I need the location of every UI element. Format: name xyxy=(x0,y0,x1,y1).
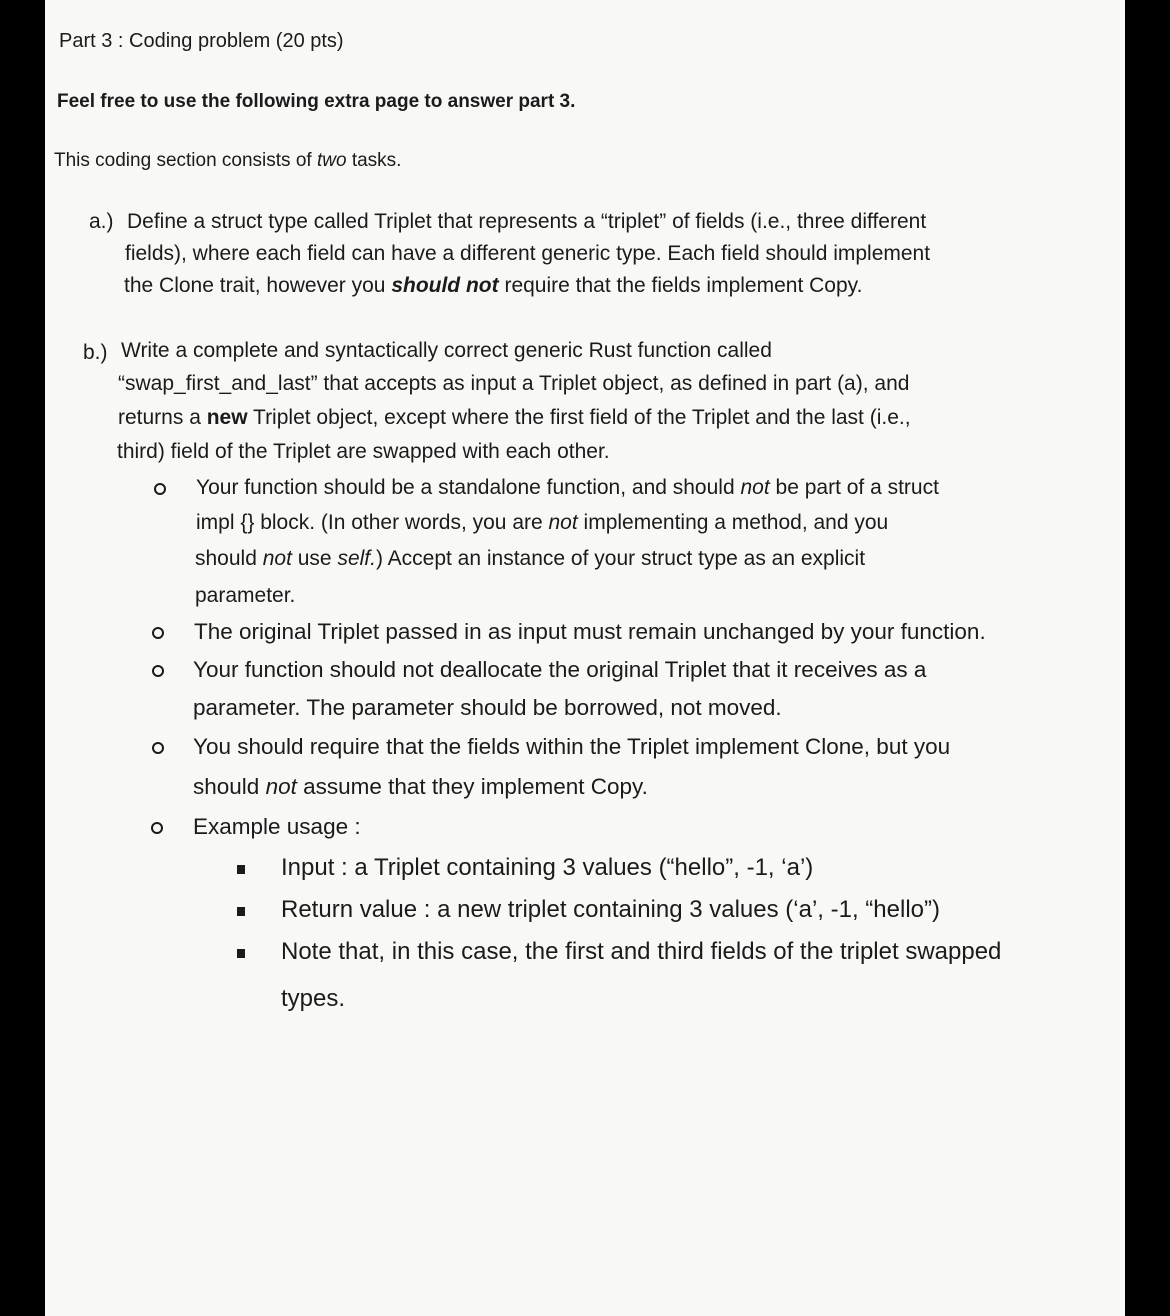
intro-text: This coding section consists of two tasks. xyxy=(54,150,402,171)
task-a-line-2: fields), where each field can have a different generic type. Each field should implement xyxy=(125,242,931,265)
task-b-line-2: “swap_first_and_last” that accepts as input a Triplet object, as defined in part (a), and xyxy=(118,372,910,395)
req-3-line-2: parameter. The parameter should be borrowed, not moved. xyxy=(193,695,782,720)
req-4-line-2: should not assume that they implement Copy. xyxy=(193,774,648,799)
req-1-line-4: parameter. xyxy=(195,584,296,607)
section-title: Part 3 : Coding problem (20 pts) xyxy=(59,30,344,52)
bullet-circle-icon xyxy=(151,822,163,834)
req-1-line-2: impl {} block. (In other words, you are not implementing a method, and you xyxy=(196,511,889,534)
task-b-line-3: returns a new Triplet object, except where the first field of the Triplet and the last (i.e., xyxy=(118,406,911,429)
exam-page xyxy=(45,0,1125,1316)
example-return-value: Return value : a new triplet containing 3 values (‘a’, -1, “hello”) xyxy=(281,896,940,923)
section-name: Coding problem (20 pts) xyxy=(129,30,344,52)
bullet-circle-icon xyxy=(152,665,164,677)
task-b-line-4: third) field of the Triplet are swapped with each other. xyxy=(117,440,610,463)
part-label: Part 3 xyxy=(59,30,113,52)
req-2: The original Triplet passed in as input must remain unchanged by your function. xyxy=(194,619,986,644)
example-note-line-1: Note that, in this case, the first and third fields of the triplet swapped xyxy=(281,938,1002,965)
req-4-line-1: You should require that the fields within the Triplet implement Clone, but you xyxy=(193,734,951,759)
example-note-line-2: types. xyxy=(281,985,346,1012)
req-3-line-1: Your function should not deallocate the original Triplet that it receives as a xyxy=(193,657,927,682)
req-1-line-3: should not use self.) Accept an instance of your struct type as an explicit xyxy=(195,547,866,570)
example-label: Example usage : xyxy=(193,814,361,839)
bullet-square-icon xyxy=(237,949,245,958)
req-1-line-1: Your function should be a standalone function, and should not be part of a struct xyxy=(196,476,939,499)
task-b-marker: b.) xyxy=(83,341,108,364)
bullet-circle-icon xyxy=(152,627,164,639)
task-a-marker: a.) xyxy=(89,210,114,233)
task-a-line-1: Define a struct type called Triplet that represents a “triplet” of fields (i.e., three different xyxy=(127,210,927,233)
bullet-square-icon xyxy=(237,865,245,874)
example-input: Input : a Triplet containing 3 values (“hello”, -1, ‘a’) xyxy=(281,854,814,881)
extra-page-note: Feel free to use the following extra page to answer part 3. xyxy=(57,91,576,112)
task-a-line-3: the Clone trait, however you should not require that the fields implement Copy. xyxy=(124,274,863,297)
bullet-circle-icon xyxy=(152,742,164,754)
bullet-circle-icon xyxy=(154,483,166,495)
bullet-square-icon xyxy=(237,907,245,916)
task-b-line-1: Write a complete and syntactically correct generic Rust function called xyxy=(121,339,772,362)
